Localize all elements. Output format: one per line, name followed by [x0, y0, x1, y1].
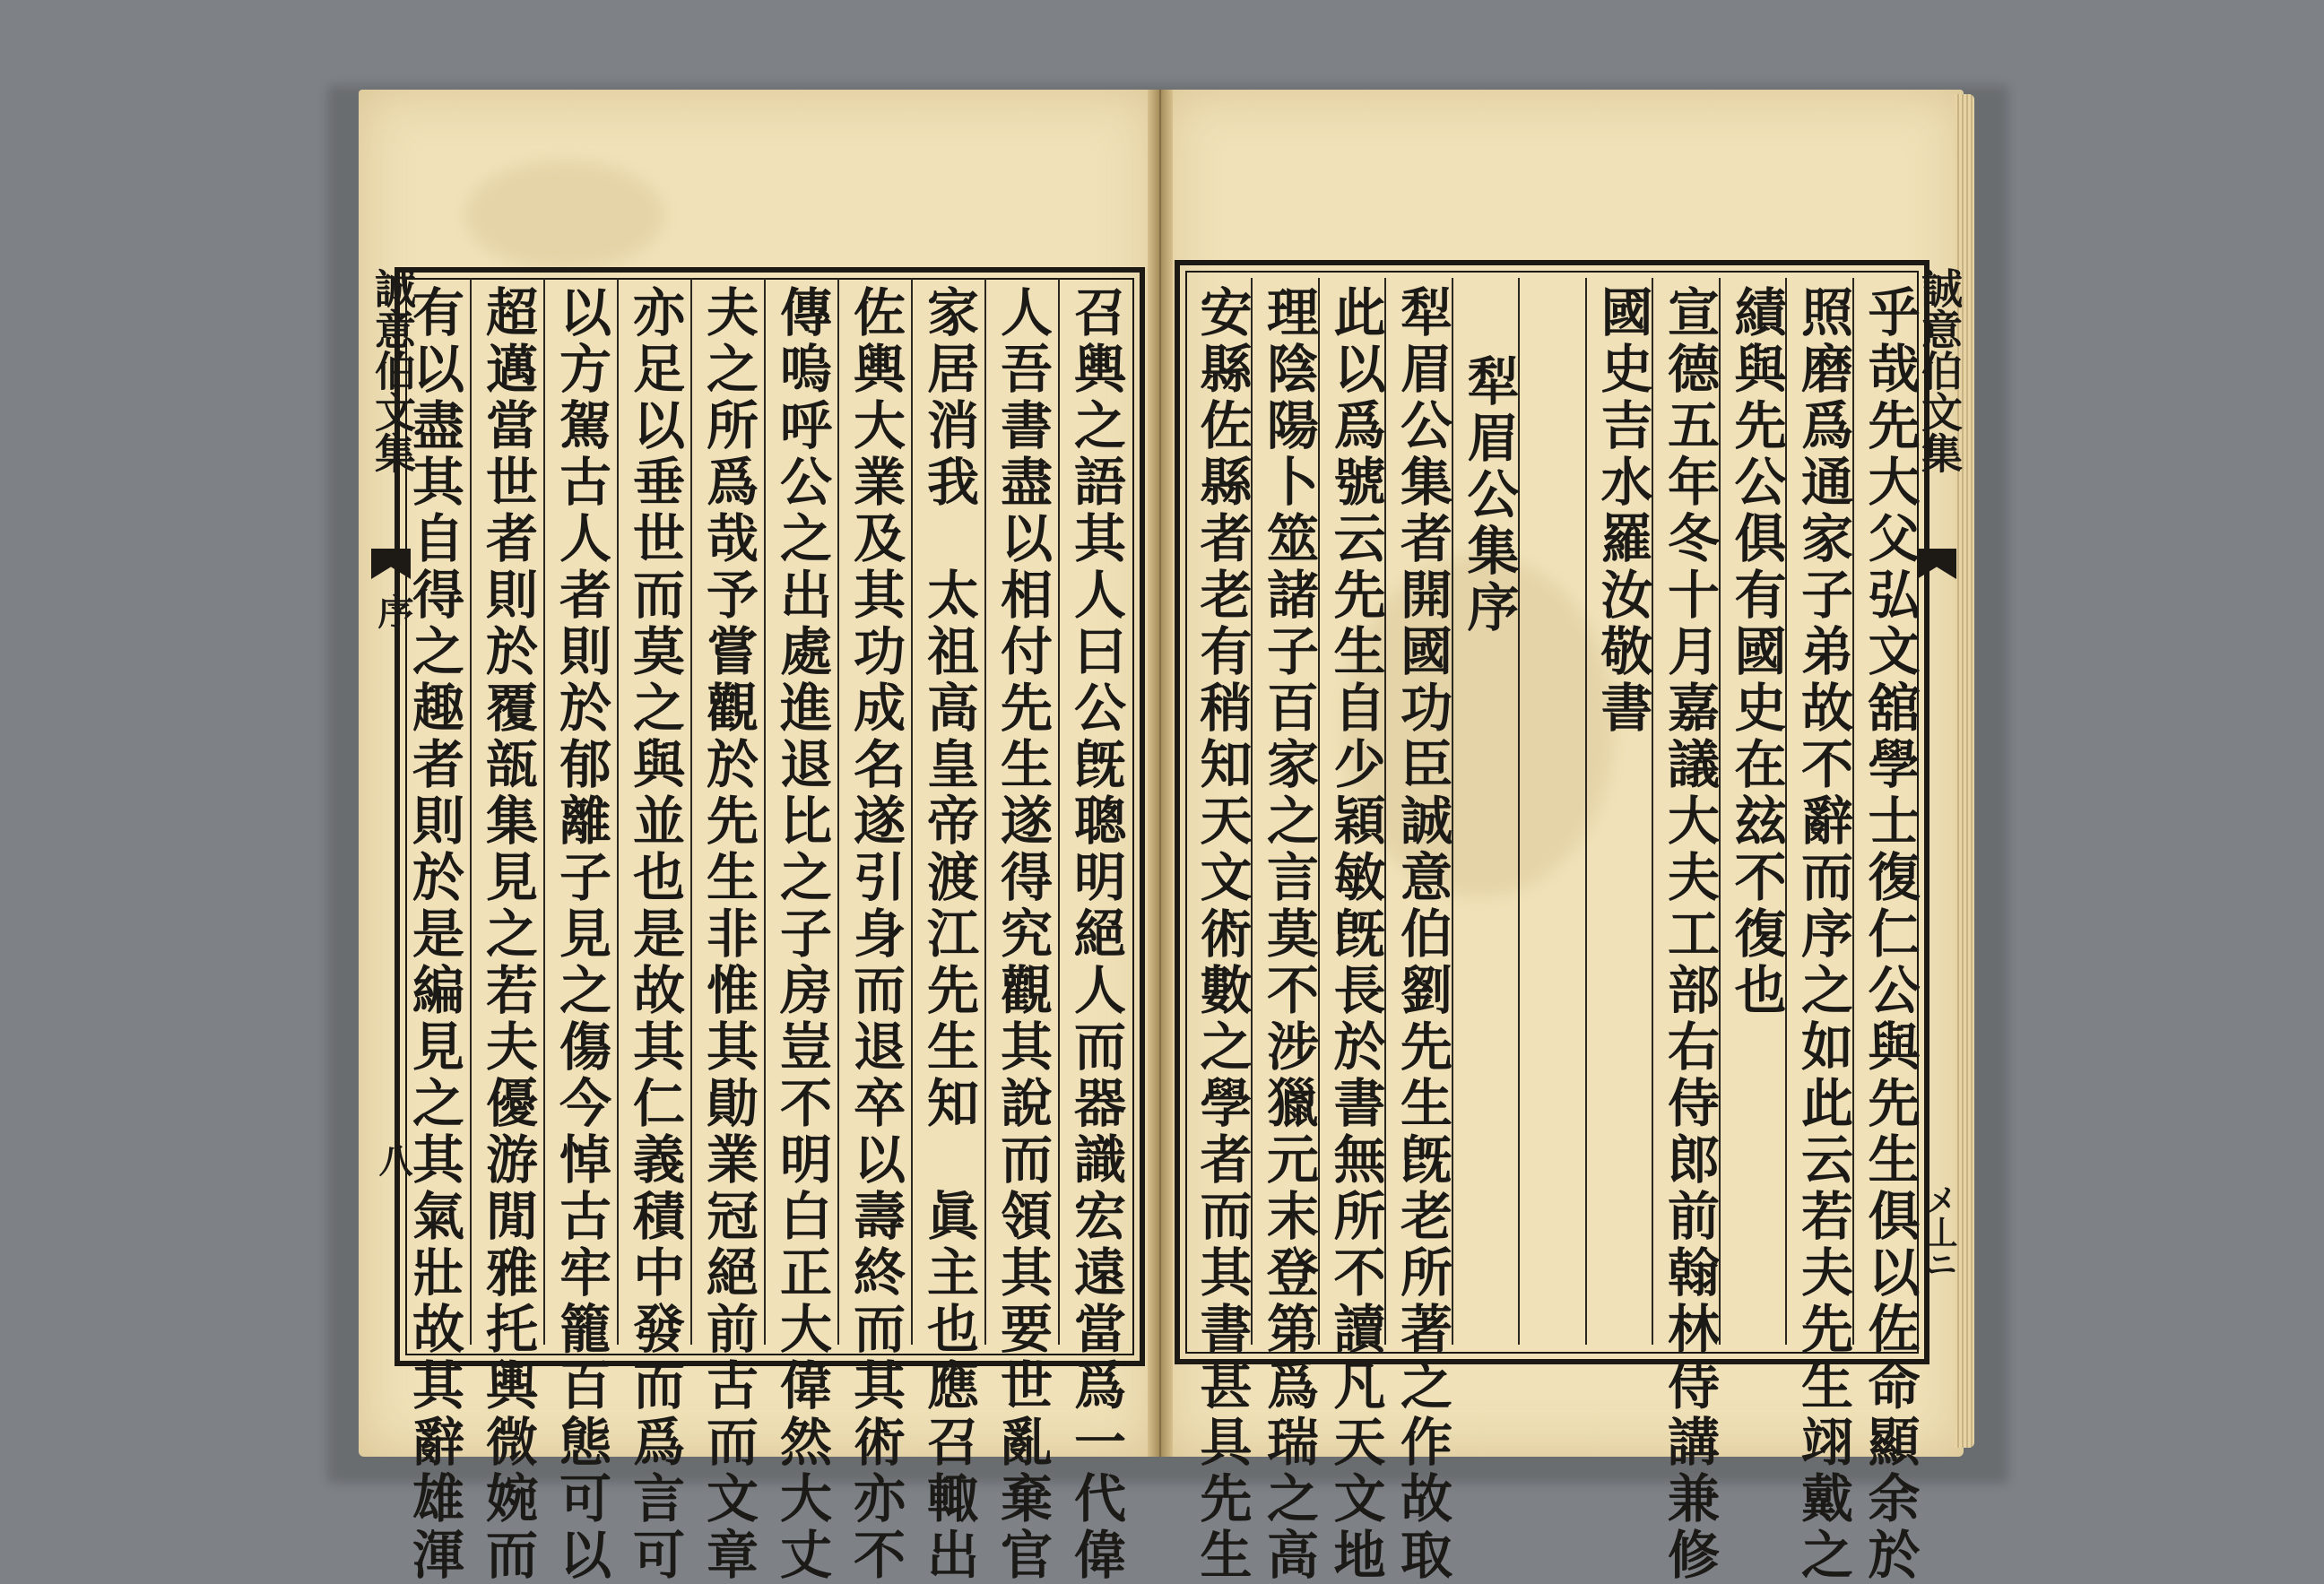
column-rule — [1058, 278, 1060, 1345]
text-column: 家居消我 太祖高皇帝渡江先生知 眞主也應召輙出 — [918, 285, 979, 1584]
book-gutter — [1148, 90, 1173, 1457]
column-rule — [543, 278, 545, 1345]
left-margin-section: 序 — [372, 593, 414, 629]
column-rule — [837, 278, 839, 1345]
column-rule — [470, 278, 472, 1345]
left-page-number: 八 — [373, 1143, 413, 1177]
column-rule — [911, 278, 913, 1345]
text-column: 以方駕古人者則於郁離子見之傷今悼古牢籠百態可以 — [551, 285, 611, 1584]
column-rule — [764, 278, 766, 1345]
text-column: 安縣佐縣者老有稍知天文術數之學者而其書甚具先生 — [1191, 285, 1253, 1584]
text-column: 人吾書盡以相付先生遂得究觀其說而領其要世亂棄官 — [992, 285, 1053, 1584]
right-page-number: メ丄ニ — [1921, 1183, 1958, 1280]
column-rule — [1585, 278, 1587, 1345]
text-column: 犁眉公集者開國功臣誠意伯劉先生旣老所著之作故取 — [1392, 285, 1452, 1584]
text-column: 傳嗚呼公之出處進退比之子房豈不明白正大偉然大丈 — [771, 285, 832, 1584]
text-column: 佐輿大業及其功成名遂引身而退卒以壽終而其術亦不 — [845, 285, 906, 1584]
text-column: 超邁當世者則於覆瓿集見之若夫優游閒雅托輿微婉而 — [477, 285, 538, 1584]
text-column: 此以爲號云先生自少穎敏旣長於書無所不讀凡天文地 — [1324, 285, 1386, 1584]
text-column: 國史吉水羅汝敬書 — [1591, 285, 1653, 737]
left-margin-title: 誠意伯文集 — [369, 267, 417, 473]
column-rule — [984, 278, 986, 1345]
text-column: 照磨爲通家子弟故不辭而序之如此云若夫先生翊戴之 — [1792, 285, 1853, 1584]
text-column: 宣德五年冬十月嘉議大夫工部右侍郎前翰林侍講兼修 — [1659, 285, 1720, 1584]
column-rule — [617, 278, 619, 1345]
text-column: 亦足以垂世而莫之與並也是故其仁義積中發而爲言可 — [624, 285, 685, 1584]
column-rule — [690, 278, 692, 1345]
text-column: 召輿之語其人曰公旣聰明絕人而器識宏遠當爲一代偉 — [1065, 285, 1126, 1584]
text-column: 夫之所爲哉予嘗觀於先生非惟其勛業冠絕前古而文章 — [698, 285, 759, 1584]
right-margin-title: 誠意伯文集 — [1915, 267, 1964, 473]
paper-stain — [466, 161, 663, 269]
text-column: 乎哉先大父弘文舘學士復仁公與先生俱以佐命顯余於 — [1859, 285, 1921, 1584]
text-column: 犁眉公集序 — [1458, 354, 1520, 636]
text-column: 有以盡其自得之趣者則於是編見之其氣壯故其辭雄渾 — [403, 285, 464, 1584]
text-column: 績與先公俱有國史在玆不復也 — [1725, 285, 1787, 1019]
text-column: 理陰陽卜筮諸子百家之言莫不涉獵元末登第爲瑞之高 — [1258, 285, 1319, 1584]
